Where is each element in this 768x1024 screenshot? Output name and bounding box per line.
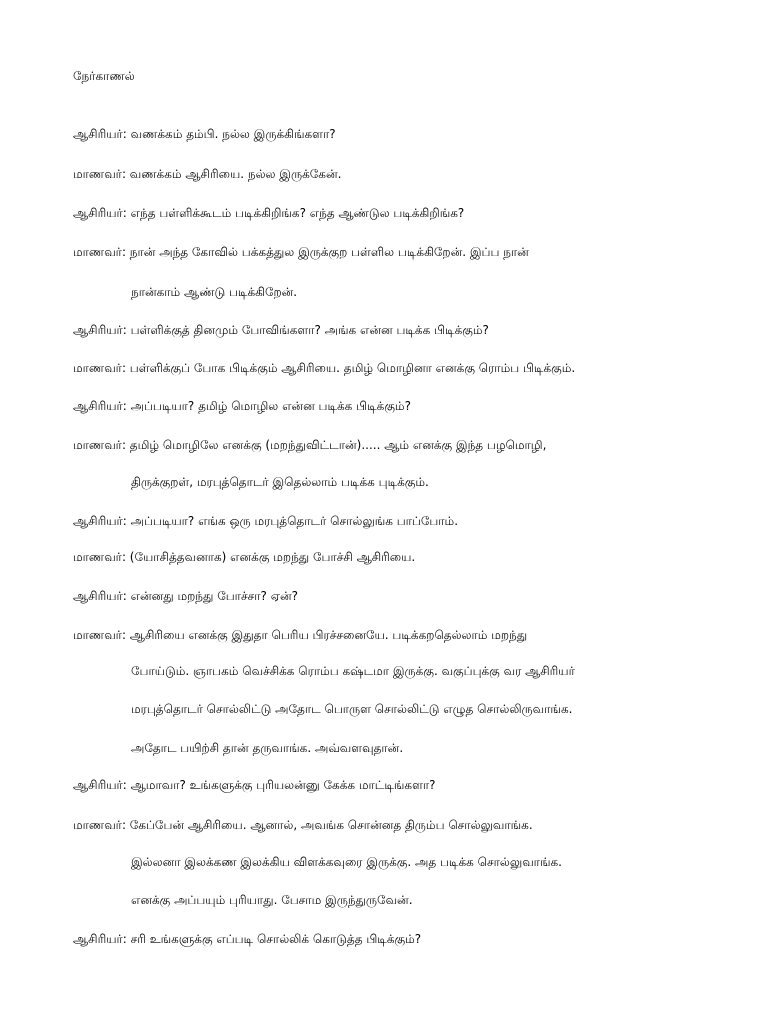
dialogue-line-continuation: திருக்குறள், மரபுத்தொடர் இதெல்லாம் படிக்க புடிக்கும்.: [131, 475, 429, 489]
dialogue-line-continuation: மரபுத்தொடர் சொல்லிட்டு அதோட பொருள சொல்லிட்டு எழுத சொல்லிருவாங்க.: [131, 702, 573, 716]
dialogue-line: மாணவர்: ஆசிரியை எனக்கு இதுதா பெரிய பிரச்சனையே. படிக்கறதெல்லாம் மறந்து: [73, 628, 528, 642]
dialogue-line: மாணவர்: பள்ளிக்குப் போக பிடிக்கும் ஆசிரியை. தமிழ் மொழினா எனக்கு ரொம்ப பிடிக்கும்.: [73, 361, 576, 375]
dialogue-line-continuation: எனக்கு அப்பயும் புரியாது. பேசாம இருந்துருவேன்.: [131, 893, 413, 907]
dialogue-line: ஆசிரியர்: பள்ளிக்குத் தினமும் போவிங்களா? அங்க என்ன படிக்க பிடிக்கும்?: [73, 323, 489, 337]
dialogue-line-continuation: அதோட பயிற்சி தான் தருவாங்க. அவ்வளவுதான்.: [131, 741, 404, 755]
dialogue-line: ஆசிரியர்: ஆமாவா? உங்களுக்கு புரியலன்னு கேக்க மாட்டிங்களா?: [73, 778, 436, 792]
dialogue-line: ஆசிரியர்: சரி உங்களுக்கு எப்படி சொல்லிக் கொடுத்த பிடிக்கும்?: [73, 932, 422, 946]
dialogue-line: ஆசிரியர்: அப்படியா? தமிழ் மொழில என்ன படிக்க பிடிக்கும்?: [73, 399, 411, 413]
dialogue-line: ஆசிரியர்: வணக்கம் தம்பி. நல்ல இருக்கிங்களா?: [73, 127, 336, 141]
dialogue-line-continuation: போய்டும். ஞாபகம் வெச்சிக்க ரொம்ப கஷ்டமா இருக்கு. வகுப்புக்கு வர ஆசிரியர்: [131, 664, 575, 678]
document-title: நேர்காணல்: [73, 69, 135, 83]
dialogue-line: ஆசிரியர்: எந்த பள்ளிக்கூடம் படிக்கிறிங்க? எந்த ஆண்டுல படிக்கிறிங்க?: [73, 206, 465, 220]
dialogue-line: மாணவர்: கேப்பேன் ஆசிரியை. ஆனால், அவங்க சொன்னத திரும்ப சொல்லுவாங்க.: [73, 818, 533, 832]
dialogue-line-continuation: நான்காம் ஆண்டு படிக்கிறேன்.: [131, 285, 298, 299]
dialogue-line: மாணவர்: தமிழ் மொழிலே எனக்கு (மறந்துவிட்டான்)..... ஆம் எனக்கு இந்த பழமொழி,: [73, 438, 547, 452]
dialogue-line-continuation: இல்லனா இலக்கண இலக்கிய விளக்கவுரை இருக்கு. அத படிக்க சொல்லுவாங்க.: [131, 855, 562, 869]
dialogue-line: மாணவர்: (யோசித்தவனாக) எனக்கு மறந்து போச்சி ஆசிரியை.: [73, 550, 416, 564]
dialogue-line: ஆசிரியர்: அப்படியா? எங்க ஒரு மரபுத்தொடர் சொல்லுங்க பாப்போம்.: [73, 514, 459, 528]
dialogue-line: ஆசிரியர்: என்னது மறந்து போச்சா? ஏன்?: [73, 589, 299, 603]
dialogue-line: மாணவர்: வணக்கம் ஆசிரியை. நல்ல இருக்கேன்.: [73, 167, 342, 181]
dialogue-line: மாணவர்: நான் அந்த கோவில் பக்கத்துல இருக்குற பள்ளில படிக்கிறேன். இப்ப நான்: [73, 245, 529, 259]
